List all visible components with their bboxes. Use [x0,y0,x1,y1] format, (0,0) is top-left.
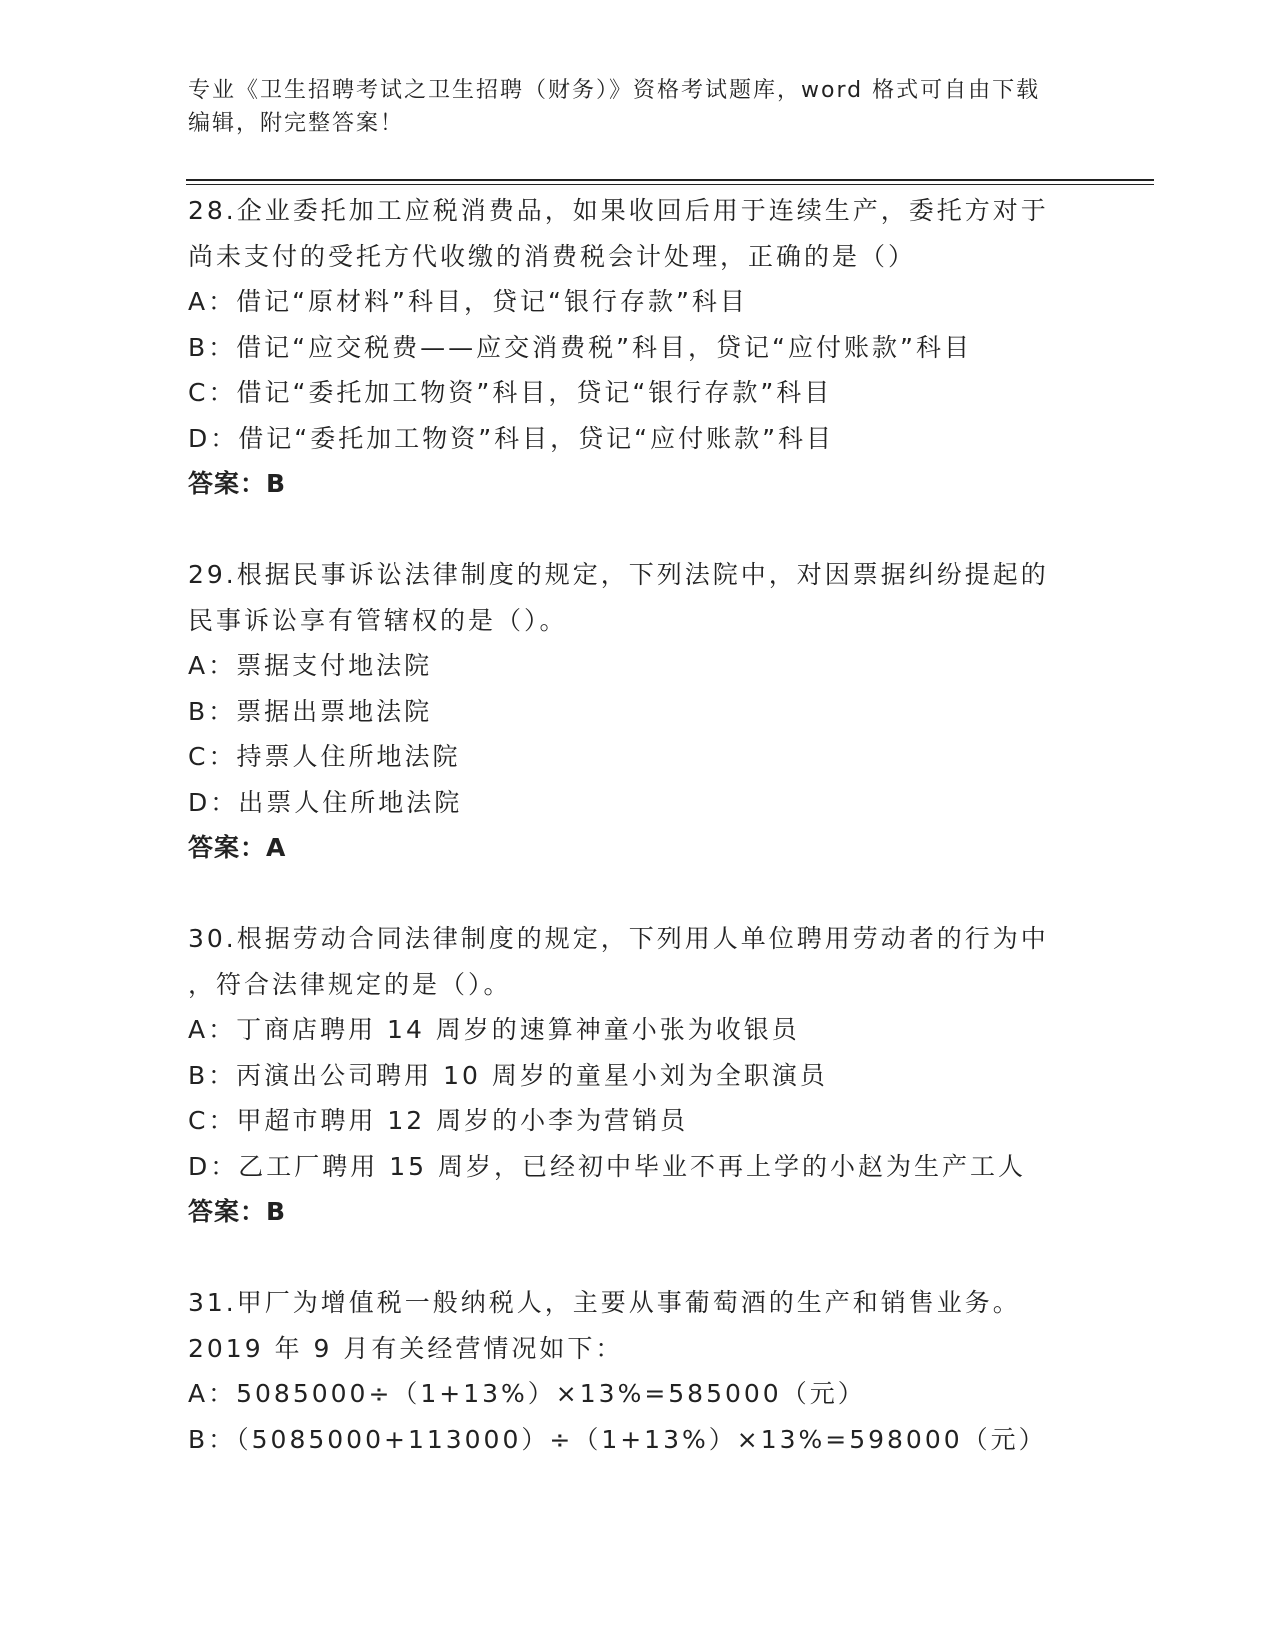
answer-line: 答案：B [188,1197,287,1226]
header-line-2: 编辑，附完整答案！ [188,111,405,136]
option-a: A：丁商店聘用 14 周岁的速算神童小张为收银员 [188,1015,800,1044]
question-31 [188,1280,1118,1462]
option-b: B：（5085000+113000）÷（1+13%）×13%=598000（元） [188,1424,1047,1454]
option-b: B：丙演出公司聘用 10 周岁的童星小刘为全职演员 [188,1060,828,1090]
option-d: D：借记“委托加工物资”科目，贷记“应付账款”科目 [188,423,835,453]
option-d: D：出票人住所地法院 [188,787,463,817]
document-header [188,74,1088,140]
option-d: D：乙工厂聘用 15 周岁，已经初中毕业不再上学的小赵为生产工人 [188,1151,1026,1181]
answer-line: 答案：A [188,833,287,862]
header-divider-thin [186,184,1154,185]
option-b: B：借记“应交税费——应交消费税”科目，贷记“应付账款”科目 [188,332,972,362]
option-a: A：票据支付地法院 [188,651,433,680]
option-b: B：票据出票地法院 [188,696,433,726]
question-stem-line: 民事诉讼享有管辖权的是（）。 [188,605,568,635]
option-a: A：借记“原材料”科目，贷记“银行存款”科目 [188,287,748,316]
answer-line: 答案：B [188,469,287,498]
option-c: C：借记“委托加工物资”科目，贷记“银行存款”科目 [188,378,833,407]
question-stem-line: 尚未支付的受托方代收缴的消费税会计处理，正确的是（） [188,241,917,271]
question-28 [188,188,1118,507]
question-29 [188,552,1118,871]
header-line-1: 专业《卫生招聘考试之卫生招聘（财务）》资格考试题库，word 格式可自由下载 [188,78,1041,103]
header-divider-thick [186,179,1154,181]
question-stem-line: 30.根据劳动合同法律制度的规定，下列用人单位聘用劳动者的行为中 [188,924,1049,953]
question-stem-line: 29.根据民事诉讼法律制度的规定，下列法院中，对因票据纠纷提起的 [188,560,1049,589]
option-c: C：甲超市聘用 12 周岁的小李为营销员 [188,1106,689,1135]
question-stem-line: ，符合法律规定的是（）。 [188,969,512,999]
question-30 [188,916,1118,1235]
option-a: A：5085000÷（1+13%）×13%=585000（元） [188,1379,866,1408]
option-c: C：持票人住所地法院 [188,742,461,771]
question-stem-line: 28.企业委托加工应税消费品，如果收回后用于连续生产，委托方对于 [188,196,1049,225]
question-stem-line: 2019 年 9 月有关经营情况如下： [188,1333,624,1363]
question-stem-line: 31.甲厂为增值税一般纳税人，主要从事葡萄酒的生产和销售业务。 [188,1288,1021,1317]
